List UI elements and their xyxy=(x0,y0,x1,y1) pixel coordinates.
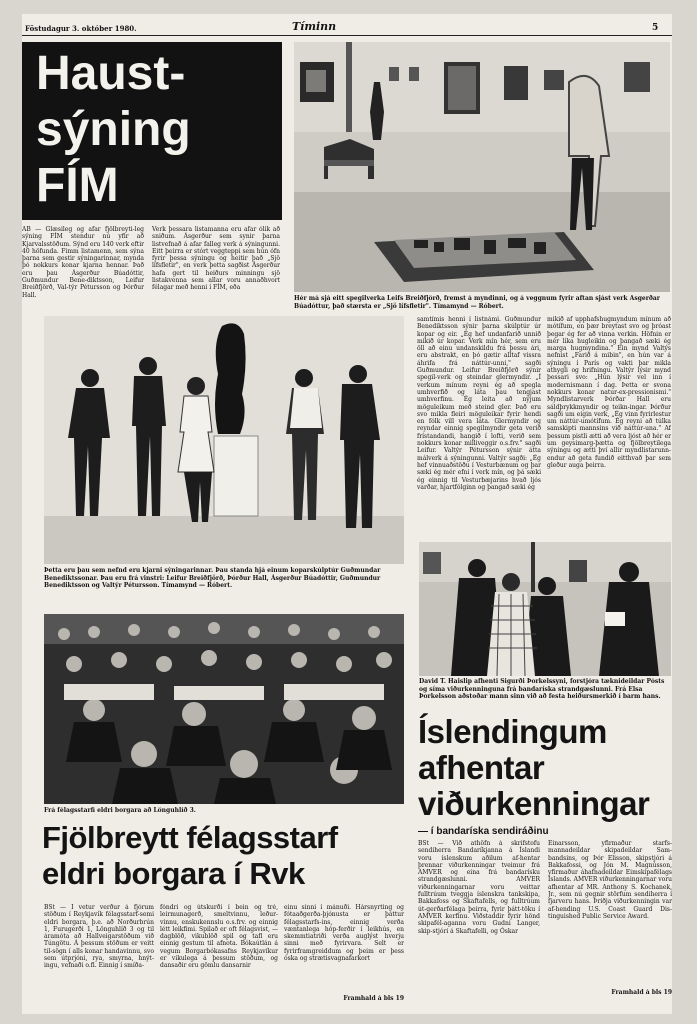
haustsyning-column-2: Verk þessara listamanna eru afar ólík að sniðum. Ásgerður sem synir þarna listvefnað á afar falleg verk á sýningunni. Eitt þeirra er stórt veggteppi sem hún ófn fyrir þessa sýningu og heitir það „Sjö lífsfletir", en verk þetta sagðist Ásgerður hafa gert til heiðurs minningu sjö listakvenna sem allar voru annaðhvort félagar með henni í FÍM, eða xyxy=(152,226,280,292)
haustsyning-column-1: AB — Glæsileg og afar fjölbreyti-leg sýning FÍM stendur nú yfir að Kjarvalsstöðum. Sýnd eru 140 verk eftir 40 höfunda. Fimm listamenn, sem sýna þarna sem gestir sýningarinnar, mynda þó nokkurs konar kjarna hennar. Það eru þau Ásgerður Búadóttir, Guðmundur Bene-diktsson, Leifur Breiðfjörð, Val-týr Pétursson og Þórður Hall. xyxy=(22,226,144,299)
gallery-photo xyxy=(294,42,670,292)
social-column-1: BSt — Í vetur verður á fjórum stöðum í Reykjavík félagsstarf-semi eldri borgara, þ.e. að Norðurbrún 1, Furugerði 1, Lönguhlíð 3 og til áramóta að Hallveigarstöðum við Túngötu. Á þessum stöðum er veitt til-sögn í alls konar handavinnu, svo sem útprjóni, rya, smyrna, hnýt-ingu, vefnaði o.fl. Einnig í smíða- xyxy=(44,904,154,970)
social-title-line-1: Fjölbreytt félagsstarf xyxy=(42,820,338,855)
social-club-article-title xyxy=(42,820,338,892)
award-photo-image xyxy=(419,542,671,676)
award-title-line-2: afhentar xyxy=(418,749,545,786)
haustsyning-column-4: mikið af upphafshugmyndum mínum að mótífum, en þær breytast svo og þróast þegar ég fer að vinna verkin. Höfnin er mér líka hugleikin og þangað sæki ég marga hugmyndina." Ein mynd Valtýs nefnist „Farið á mibin", en hún var á sýningu í París og vakti þar mikla athygli og hrifningu. Valtýr lýsir mynd þessari svo: „Hún lýsir vel inn í modernismann í dag. Þetta er svona nokkurs konar natur-ex-pressionismi." Myndlistarverk Þórðar Hall eru sáldþrykkmyndir og teikn-ingar. Þórður sagði um eigin verk, „Ég vinn fyrirlestur um náttúr-umótífum. Ég reyni að túlka samskipti mannsins við náttúr-una." Af þessum pistli ætti að vera ljóst að hér er um geysimarg-þætta og fjölbreytilega sýningu og ætti því allir myndlistarunn-endur að geta fundið eitthvað þar sem gleður auga þeirra. xyxy=(547,316,671,469)
social-continued: Framhald á bls 19 xyxy=(343,995,404,1002)
social-column-2: fóndri og útskurði í bein og tré, leirmunagerð, smeltvinnu, leður-vinnu, enskukennslu o.s.frv. og einnig létt leikfimi. Spilað er oft félagsvist, — dagblöð, vikublöð spil og tafl eru einnig gestum til afnota. Bókaútlán á vegum Borgarbókasafns Reykjavíkur er vikulega á þessum stöðum, og dansaðir eru gömlu dansarnir xyxy=(160,904,278,970)
haustsyning-headline-box xyxy=(22,42,282,220)
title-line-2: sýning xyxy=(36,103,191,156)
award-column-1: BSt — Við athöfn á skrifstofu sendiherra Bandaríkjanna á Íslandi voru íslenskum aðilum af-hentar þrennar viðurkenningar tveimur frá AMVER og eina frá bandarísku strandgæslunni. AMVER viðurkenningarnar voru veittar fulltrúum tveggja íslenskra tankskipa, Bakkafoss og Skaftafells, og fulltrúum út-gerðarfélaga þeirra, fyrir þátt-töku í AMVER kerfinu. Viðstaddir fyrir hönd skipafél-aganna voru Gudni Langer, skip-stjóri á Skaftafelli, og Óskar xyxy=(418,840,540,935)
award-article-subtitle: — í bandaríska sendiráðinu xyxy=(418,826,549,837)
award-title-line-1: Íslendingum xyxy=(418,713,607,750)
award-photo xyxy=(419,542,671,676)
social-club-photo xyxy=(44,614,404,804)
award-title-line-3: viðurkenningar xyxy=(418,785,650,822)
haustsyning-title xyxy=(36,46,191,214)
award-photo-caption: David T. Haislip afhenti Sigurði Þorkelssyni, forstjóra tæknideildar Pósts og síma viðurkenninguna frá bandaríska strandgæslunni. Frá Elsa Þorkelsson aðstoðar mann sinn við að festa heiðursmerkið í barm hans. xyxy=(419,678,665,700)
artists-photo-image xyxy=(44,316,404,564)
newspaper-page xyxy=(22,14,672,1014)
social-club-photo-image xyxy=(44,614,404,804)
social-title-line-2: eldri borgara í Rvk xyxy=(42,856,305,891)
social-column-3: einu sinni í mánuði. Hársnyrting og fótaaðgerða-þjónusta er þáttur félagsstarfs-ins, einnig verða væntanlega hóp-ferðir í leikhús, en skemmtiatriði verða auglýst hverju sinni með fyrirvara. Selt er fyrirframgreiddum og þeim er þess óska og strætisvagnafarkort xyxy=(284,904,404,963)
gallery-photo-caption: Hér má sjá eitt spegilverka Leifs Breiðfjörð, fremst á myndinni, og á veggnum fyrir aftan sjást verk Ásgerðar Búadóttur, það stærsta er „Sjö lífsfletir". Tímamynd — Róbert. xyxy=(294,295,660,310)
page-number: 5 xyxy=(652,23,659,33)
social-club-photo-caption: Frá félagsstarfi eldri borgara að Lönguhlíð 3. xyxy=(44,807,196,814)
haustsyning-column-3: samtímis henni í listnámi. Guðmundur Benediktsson sýnir þarna skúlptúr úr kopar og eir. „Ég hef undanfarið unnið mikið úr kopar. Verk mín hér, sem eru öll að einu undanskildu frá þessu ári, eru abstrakt, en þó gætir alltaf vissra áhrifa frá náttúr-unni," sagði Guðmundur. Leifur Breiðfjörð sýnir spegil-verk og steindar glermyndir. „Í verkum mínum reyni ég að spegla umhverfið og láta þau tengjast umhverfinu. Ég leita að nýjum möguleikum með steind gler. Það eru svo mikla fleiri möguleikar fyrir hendi en fólk vill vera láta. Glermyndir og reyndar einnig spegilmyndir geta verið frístandandi, hangið í lofti, verið sem nokkurs konar milliveggir o.s.frv." sagði Leifur. Valtýr Pétursson sýnir átta málverk á sýningunni. Valtýr sagði: „Ég hef vinnuaðstöðu í Vesturbænum og þar sæki ég mér efni í verk mín, og þá sæki ég einnig til Vesturbæjarins hvað ljós varðar, hjartfólginn og þangað sæki ég xyxy=(417,316,541,491)
gallery-photo-image xyxy=(294,42,670,292)
header-rule xyxy=(22,35,672,36)
award-column-2: Einarsson, yfirmaður starfs-mannadeildar skipadeildar Sam-bandsins, og Þór Elisson, skipstjóri á Bakkafossi, og Jón M. Magnússon, yfirmaður áhafnadeildar Eimskipafélags Íslands. AMVER viðurkenningarnar voru afhentar af MR. Anthony S. Kochanek, Jr., sem nú gegnir störfum sendiherra í fjarveru hans. Þriðja viðurkenningin var af-hending U.S. Coast Guard Dis-tinguished Public Service Award. xyxy=(548,840,672,920)
title-line-3: FÍM xyxy=(36,159,119,212)
masthead: Tíminn xyxy=(292,20,337,33)
issue-date: Föstudagur 3. október 1980. xyxy=(25,24,137,33)
award-article-title xyxy=(418,714,649,822)
artists-photo xyxy=(44,316,404,564)
title-line-1: Haust- xyxy=(36,47,186,100)
artists-photo-caption: Þetta eru þau sem nefnd eru kjarni sýningarinnar. Þau standa hjá einum koparskúlptúr Guðmundar Benediktssonar. Þau eru frá vinstri: Leifur Breiðfjörð, Þórður Hall, Ásgerður Búadóttir, Guðmundur Benediktsson og Valtýr Pétursson. Tímamynd — Róbert. xyxy=(44,567,381,589)
award-continued: Framhald á bls 19 xyxy=(611,989,672,996)
